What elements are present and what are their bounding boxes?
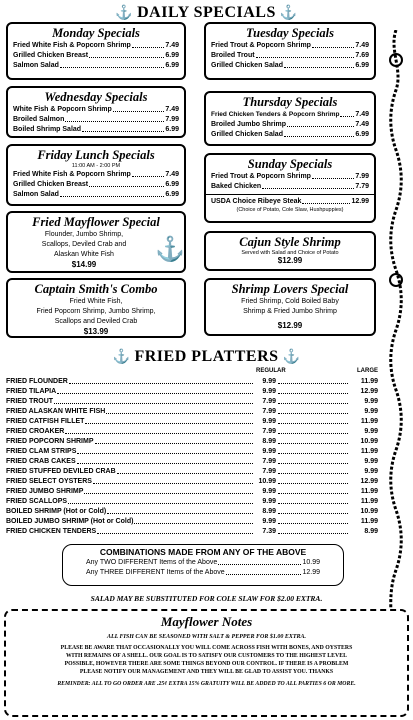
menu-row: Grilled Chicken Breast 6.99 bbox=[13, 181, 179, 188]
captain-title: Captain Smith's Combo bbox=[34, 282, 158, 296]
platter-name: FRIED FLOUNDER bbox=[6, 378, 68, 385]
menu-row: Boiled Shrimp Salad 6.99 bbox=[13, 126, 179, 133]
combinations-title: COMBINATIONS MADE FROM ANY OF THE ABOVE bbox=[99, 547, 307, 557]
platter-name: FRIED SCALLOPS bbox=[6, 498, 68, 505]
platter-row bbox=[6, 377, 378, 387]
wednesday-title: Wednesday Specials bbox=[44, 90, 148, 104]
salad-note: SALAD MAY BE SUBSTITUTED FOR COLE SLAW FOR $2.00 EXTRA. bbox=[90, 594, 323, 603]
platter-regular-price: 7.99 bbox=[262, 398, 276, 405]
shrimp-lovers-box bbox=[204, 278, 376, 336]
menu-row: White Fish & Popcorn Shrimp 7.49 bbox=[13, 106, 179, 113]
platter-name: FRIED CHICKEN TENDERS bbox=[6, 528, 97, 535]
mayflower-special-box bbox=[6, 211, 186, 273]
platter-large-price: 11.99 bbox=[360, 488, 378, 495]
anchor-icon: ⚓ bbox=[282, 350, 301, 365]
platter-large-price: 9.99 bbox=[364, 468, 378, 475]
platter-regular-price: 9.99 bbox=[262, 448, 276, 455]
ribeye-note: (Choice of Potato, Cole Slaw, Hushpuppies) bbox=[236, 207, 344, 213]
friday-specials-box bbox=[6, 144, 186, 206]
platter-name: FRIED CLAM STRIPS bbox=[6, 448, 77, 455]
menu-row: Broiled Jumbo Shrimp 7.49 bbox=[211, 121, 369, 128]
menu-row: Baked Chicken 7.79 bbox=[211, 183, 369, 190]
monday-specials-box bbox=[6, 22, 186, 80]
monday-title: Monday Specials bbox=[52, 26, 140, 40]
special-price: $14.99 bbox=[71, 260, 97, 269]
special-desc-line: Fried White Fish, bbox=[69, 298, 123, 305]
platter-regular-price: 7.99 bbox=[262, 468, 276, 475]
special-desc-line: Scallops and Deviled Crab bbox=[54, 318, 138, 325]
special-desc-line: Alaskan White Fish bbox=[54, 251, 114, 258]
fried-platters-title: FRIED PLATTERS bbox=[134, 348, 279, 365]
platter-regular-price: 9.99 bbox=[262, 388, 276, 395]
special-desc-line: Scallops, Deviled Crab and bbox=[41, 241, 127, 248]
col-regular: REGULAR bbox=[256, 368, 286, 374]
mayflower-notes-box bbox=[4, 609, 409, 717]
friday-hours: 11:00 AM - 2:00 PM bbox=[71, 163, 121, 169]
platter-row bbox=[6, 457, 378, 467]
platter-large-price: 9.99 bbox=[364, 428, 378, 435]
captain-price: $13.99 bbox=[83, 327, 109, 336]
platter-large-price: 9.99 bbox=[364, 458, 378, 465]
menu-row: Fried White Fish & Popcorn Shrimp 7.49 bbox=[13, 171, 179, 178]
platter-row bbox=[6, 387, 378, 397]
shrimp-lovers-title: Shrimp Lovers Special bbox=[231, 282, 349, 296]
platter-large-price: 10.99 bbox=[360, 438, 378, 445]
platter-name: BOILED JUMBO SHRIMP (Hot or Cold) bbox=[6, 518, 134, 525]
menu-row: Any THREE DIFFERENT Items of the Above 12.99 bbox=[86, 569, 320, 576]
platter-name: FRIED CROAKER bbox=[6, 428, 65, 435]
anchor-icon: ⚓ bbox=[279, 6, 298, 21]
platter-regular-price: 7.39 bbox=[262, 528, 276, 535]
col-large: LARGE bbox=[357, 368, 378, 374]
warning-line: POSSIBLE, HOWEVER THERE ARE SOME THINGS BEYOND OUR CONTROL. IF THERE IS A PROBLEM bbox=[64, 661, 349, 667]
menu-row: Broiled Trout 7.69 bbox=[211, 52, 369, 59]
warning-line: WITH REMAINS OF A SHELL. OUR GOAL IS TO SATISFY OUR CUSTOMERS TO THE HIGHEST LEVEL bbox=[66, 653, 347, 659]
tuesday-specials-box bbox=[204, 22, 376, 80]
platter-large-price: 11.99 bbox=[360, 418, 378, 425]
platter-regular-price: 9.99 bbox=[262, 488, 276, 495]
menu-row: Grilled Chicken Salad 6.99 bbox=[211, 131, 369, 138]
menu-row: Fried Trout & Popcorn Shrimp 7.49 bbox=[211, 42, 369, 49]
platter-name: FRIED POPCORN SHRIMP bbox=[6, 438, 94, 445]
daily-specials-header bbox=[0, 4, 413, 22]
platter-regular-price: 7.99 bbox=[262, 428, 276, 435]
platter-name: FRIED ALASKAN WHITE FISH bbox=[6, 408, 106, 415]
cajun-price: $12.99 bbox=[277, 256, 303, 265]
menu-row: Broiled Salmon 7.99 bbox=[13, 116, 179, 123]
platter-regular-price: 9.99 bbox=[262, 518, 276, 525]
platter-regular-price: 8.99 bbox=[262, 438, 276, 445]
platter-row bbox=[6, 497, 378, 507]
platter-regular-price: 7.99 bbox=[262, 408, 276, 415]
platter-row bbox=[6, 477, 378, 487]
platter-name: FRIED STUFFED DEVILED CRAB bbox=[6, 468, 116, 475]
mayflower-special-title: Fried Mayflower Special bbox=[32, 215, 160, 229]
menu-row: Salmon Salad 6.99 bbox=[13, 62, 179, 69]
sunday-specials-box bbox=[204, 153, 376, 223]
platter-name: FRIED TILAPIA bbox=[6, 388, 57, 395]
platter-large-price: 11.99 bbox=[360, 498, 378, 505]
daily-specials-title: DAILY SPECIALS bbox=[137, 4, 276, 21]
sunday-title: Sunday Specials bbox=[247, 157, 333, 171]
warning-line: PLEASE NOTIFY OUR MANAGEMENT AND THEY WILL BE GLAD TO ASSIST YOU. THANKS bbox=[79, 669, 334, 675]
platter-regular-price: 10.99 bbox=[258, 478, 276, 485]
platter-large-price: 10.99 bbox=[360, 508, 378, 515]
menu-row: Salmon Salad 6.99 bbox=[13, 191, 179, 198]
platter-row bbox=[6, 397, 378, 407]
menu-row: Grilled Chicken Salad 6.99 bbox=[211, 62, 369, 69]
platter-row bbox=[6, 507, 378, 517]
combinations-box bbox=[62, 544, 344, 586]
platter-row bbox=[6, 517, 378, 527]
platter-name: FRIED TROUT bbox=[6, 398, 54, 405]
platter-large-price: 9.99 bbox=[364, 398, 378, 405]
anchor-icon: ⚓ bbox=[155, 237, 185, 263]
platter-name: FRIED JUMBO SHRIMP bbox=[6, 488, 84, 495]
platter-large-price: 11.99 bbox=[360, 448, 378, 455]
platter-row bbox=[6, 487, 378, 497]
platters-column-header bbox=[6, 366, 378, 376]
platter-large-price: 9.99 bbox=[364, 408, 378, 415]
cajun-title: Cajun Style Shrimp bbox=[239, 235, 341, 249]
special-desc-line: Flounder, Jumbo Shrimp, bbox=[44, 231, 124, 238]
wednesday-specials-box bbox=[6, 86, 186, 138]
platter-regular-price: 9.99 bbox=[262, 378, 276, 385]
menu-row: Fried White Fish & Popcorn Shrimp 7.49 bbox=[13, 42, 179, 49]
platter-large-price: 11.99 bbox=[360, 518, 378, 525]
anchor-icon: ⚓ bbox=[112, 350, 131, 365]
thursday-title: Thursday Specials bbox=[242, 95, 338, 109]
special-desc-line: Shrimp & Fried Jumbo Shrimp bbox=[243, 308, 337, 315]
platter-large-price: 11.99 bbox=[360, 378, 378, 385]
cajun-shrimp-box bbox=[204, 231, 376, 271]
reminder-note: REMINDER: ALL TO GO ORDER ARE .25¢ EXTRA 15% GRATUITY WILL BE ADDED TO ALL PARTIES 6 OR MORE. bbox=[57, 681, 356, 687]
captain-combo-box bbox=[6, 278, 186, 338]
platter-row bbox=[6, 417, 378, 427]
friday-title: Friday Lunch Specials bbox=[37, 148, 155, 162]
platters-table bbox=[6, 377, 378, 537]
platter-regular-price: 8.99 bbox=[262, 508, 276, 515]
notes-title: Mayflower Notes bbox=[160, 614, 253, 629]
menu-row: USDA Choice Ribeye Steak 12.99 bbox=[211, 198, 369, 205]
warning-line: PLEASE BE AWARE THAT OCCASIONALLY YOU WILL COME ACROSS FISH WITH BONES, AND OYSTERS bbox=[60, 645, 353, 651]
platter-name: FRIED SELECT OYSTERS bbox=[6, 478, 92, 485]
anchor-icon: ⚓ bbox=[115, 6, 134, 21]
menu-row: Grilled Chicken Breast 6.99 bbox=[13, 52, 179, 59]
platter-regular-price: 7.99 bbox=[262, 458, 276, 465]
platter-large-price: 12.99 bbox=[360, 478, 378, 485]
fried-platters-header bbox=[0, 348, 413, 366]
platter-regular-price: 9.99 bbox=[262, 498, 276, 505]
special-desc-line: Fried Shrimp, Cold Boiled Baby bbox=[241, 298, 339, 305]
tuesday-title: Tuesday Specials bbox=[245, 26, 335, 40]
platter-row bbox=[6, 467, 378, 477]
platter-row bbox=[6, 437, 378, 447]
platter-name: BOILED SHRIMP (Hot or Cold) bbox=[6, 508, 107, 515]
rope-decoration bbox=[387, 30, 405, 660]
menu-row: Fried Trout & Popcorn Shrimp 7.99 bbox=[211, 173, 369, 180]
thursday-specials-box bbox=[204, 91, 376, 146]
seasoning-note: ALL FISH CAN BE SEASONED WITH SALT & PEPPER FOR $1.00 EXTRA. bbox=[106, 634, 307, 640]
platter-large-price: 8.99 bbox=[364, 528, 378, 535]
platter-row bbox=[6, 407, 378, 417]
platter-row bbox=[6, 427, 378, 437]
cajun-desc: Served with Salad and Choice of Potato bbox=[241, 250, 339, 256]
shrimp-lovers-price: $12.99 bbox=[277, 321, 303, 330]
platter-regular-price: 9.99 bbox=[262, 418, 276, 425]
special-desc-line: Fried Popcorn Shrimp, Jumbo Shrimp, bbox=[36, 308, 156, 315]
platter-name: FRIED CATFISH FILLET bbox=[6, 418, 85, 425]
menu-row: Any TWO DIFFERENT Items of the Above 10.99 bbox=[86, 559, 320, 566]
menu-row: Fried Chicken Tenders & Popcorn Shrimp 7.49 bbox=[211, 111, 369, 118]
platter-large-price: 12.99 bbox=[360, 388, 378, 395]
platter-row bbox=[6, 527, 378, 537]
platter-name: FRIED CRAB CAKES bbox=[6, 458, 76, 465]
platter-row bbox=[6, 447, 378, 457]
